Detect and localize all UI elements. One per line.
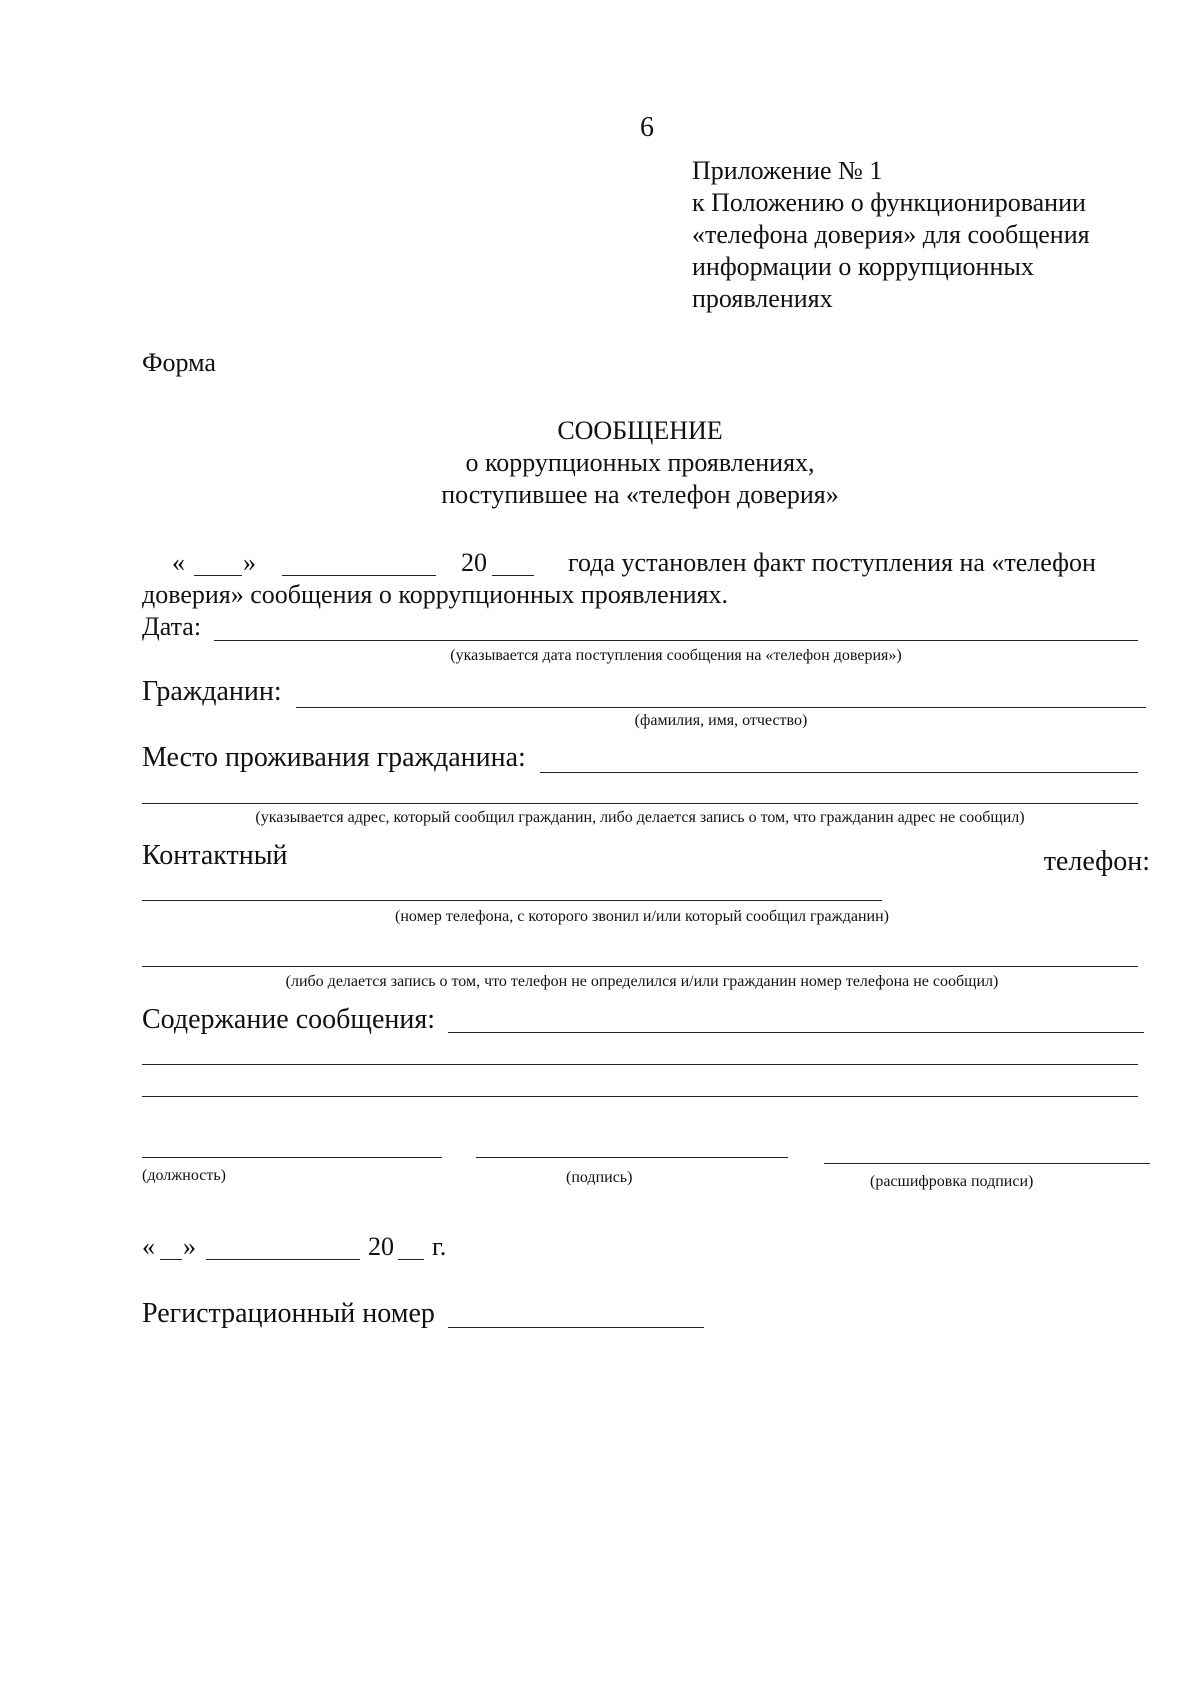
intro-text-tail: года установлен факт поступления на «телефон [568,548,1096,577]
signature-caption: (подпись) [566,1169,633,1186]
appendix-line: проявлениях [692,284,833,313]
year-blank[interactable] [492,575,534,576]
month-blank[interactable] [282,575,436,576]
footer-year-blank[interactable] [398,1259,424,1260]
signature-decode-line[interactable] [824,1163,1150,1164]
phone-alt-hint: (либо делается запись о том, что телефон не определился и/или гражданин номер телефона не сообщил) [285,973,999,990]
appendix-line: к Положению о функционировании [692,188,1086,217]
residence-field-line-2[interactable] [142,803,1138,804]
contact-label-right: телефон: [1043,846,1150,877]
footer-month-blank[interactable] [206,1259,360,1260]
residence-field-line[interactable] [540,772,1138,773]
residence-hint: (указывается адрес, который сообщил гражданин, либо делается запись о том, что гражданин адрес не сообщил) [255,809,1025,826]
content-label: Содержание сообщения: [142,1004,436,1035]
title-line: поступившее на «телефон доверия» [441,480,839,509]
intro-line-2: доверия» сообщения о коррупционных проявлениях. [142,580,729,609]
quote-close: » [243,548,256,577]
registration-label: Регистрационный номер [142,1298,435,1329]
day-blank[interactable] [194,575,242,576]
footer-quote-close: » [183,1232,196,1261]
date-hint: (указывается дата поступления сообщения на «телефон доверия») [450,647,902,664]
contact-label-left: Контактный [142,840,288,871]
citizen-hint: (фамилия, имя, отчество) [634,712,808,729]
year-prefix: 20 [461,548,487,577]
content-field-line-2[interactable] [142,1064,1138,1065]
appendix-line: Приложение № 1 [692,156,883,185]
footer-date-suffix: г. [432,1232,447,1261]
position-caption: (должность) [142,1167,226,1184]
date-label: Дата: [142,612,202,641]
signature-decode-caption: (расшифровка подписи) [870,1173,1034,1190]
page-number: 6 [640,112,654,143]
date-field-line[interactable] [214,640,1138,641]
title-line: о коррупционных проявлениях, [465,448,815,477]
content-field-line-3[interactable] [142,1096,1138,1097]
position-line[interactable] [142,1157,442,1158]
footer-quote-open: « [142,1232,155,1261]
footer-day-blank[interactable] [160,1259,182,1260]
appendix-line: информации о коррупционных [692,252,1034,281]
footer-year: 20 [368,1232,394,1261]
phone-field-line[interactable] [142,900,882,901]
form-label: Форма [142,348,216,377]
title-line: СООБЩЕНИЕ [557,416,723,445]
citizen-label: Гражданин: [142,676,282,707]
phone-alt-field-line[interactable] [142,966,1138,967]
appendix-line: «телефона доверия» для сообщения [692,220,1090,249]
phone-hint: (номер телефона, с которого звонил и/или который сообщил гражданин) [395,908,889,925]
citizen-field-line[interactable] [296,707,1146,708]
residence-label: Место проживания гражданина: [142,742,526,773]
signature-line[interactable] [476,1157,788,1158]
content-field-line[interactable] [448,1032,1144,1033]
quote-open: « [172,548,185,577]
registration-field-line[interactable] [448,1327,704,1328]
